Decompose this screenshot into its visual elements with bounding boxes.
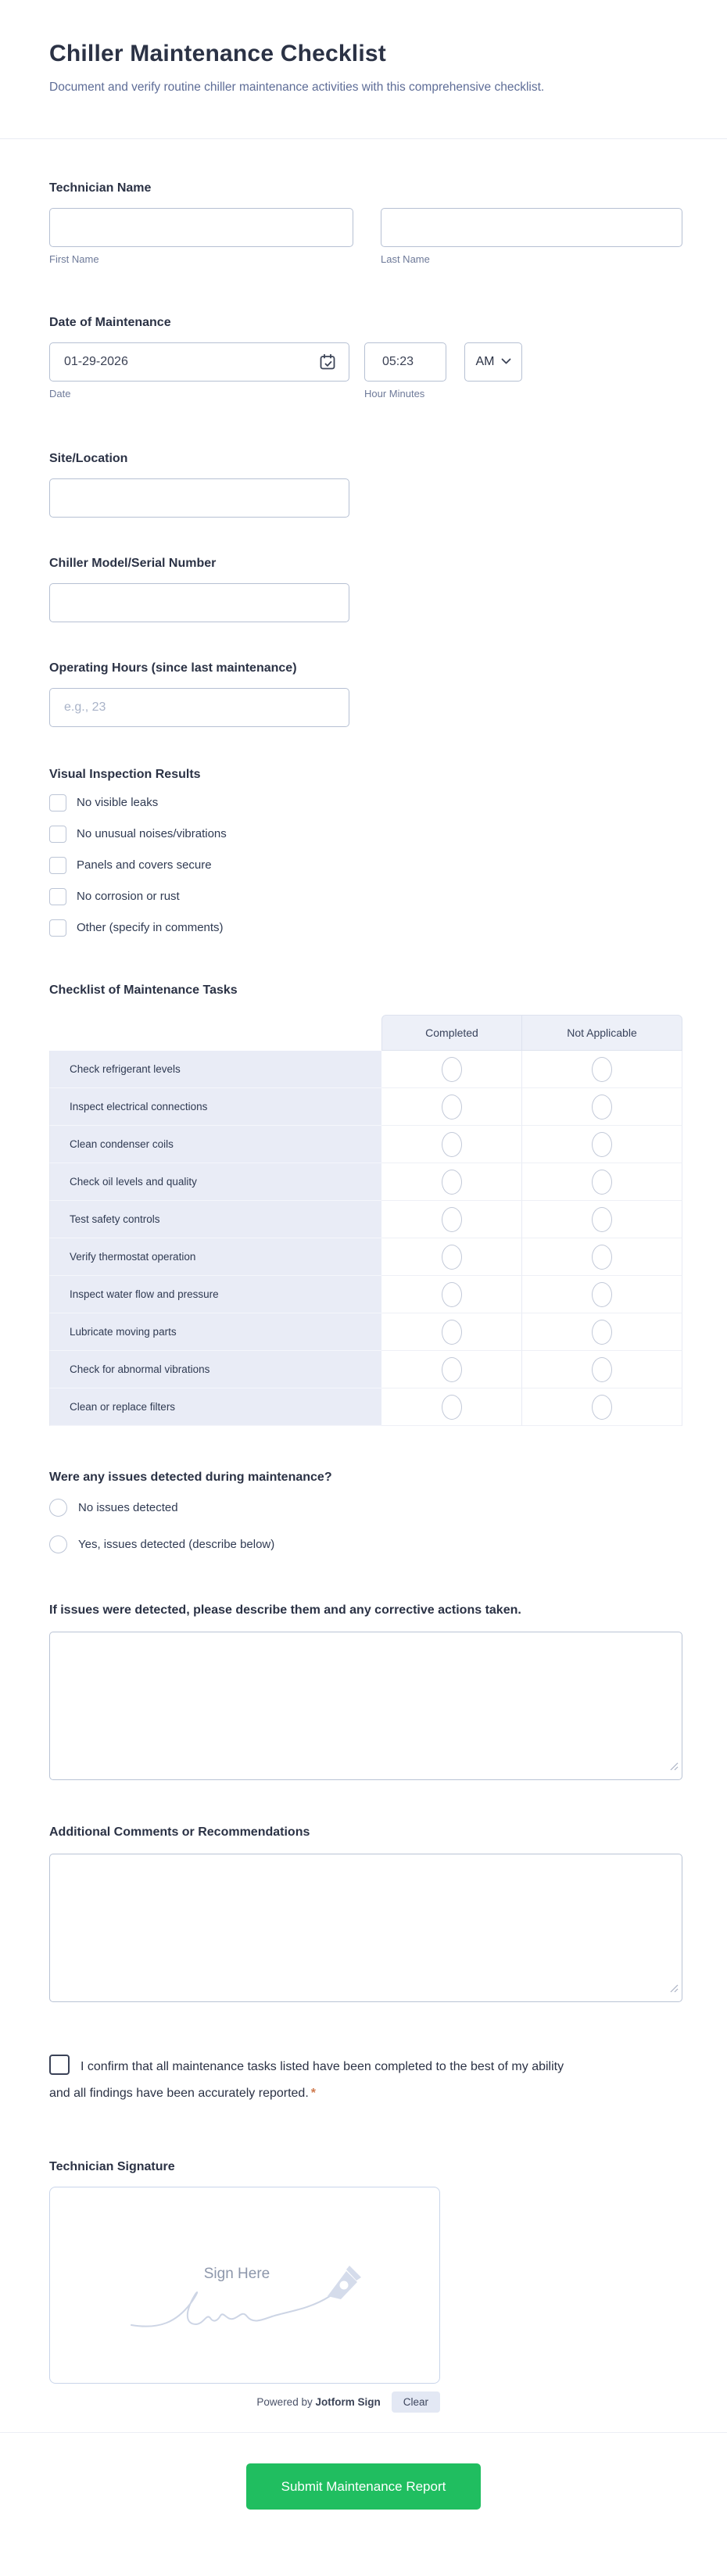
time-input[interactable] (364, 342, 446, 382)
checkbox-option (49, 888, 682, 905)
date-row (49, 342, 682, 382)
cell-not-applicable (522, 1351, 682, 1388)
radio-not-applicable[interactable] (592, 1357, 612, 1382)
issues-description-field (49, 1632, 682, 1780)
question-issues-detected (49, 1469, 682, 1553)
chiller-model-input[interactable] (49, 583, 349, 622)
checkbox-label: Panels and covers secure (77, 858, 212, 872)
checkbox-option (49, 919, 682, 937)
checklist-label: Checklist of Maintenance Tasks (49, 983, 238, 997)
submit-button[interactable]: Submit Maintenance Report (246, 2463, 481, 2510)
ampm-select[interactable] (464, 342, 522, 382)
task-row-label: Inspect water flow and pressure (49, 1276, 381, 1313)
chevron-down-icon (501, 355, 511, 369)
checkbox[interactable] (49, 888, 66, 905)
radio-label: No issues detected (78, 1500, 178, 1514)
operating-hours-input[interactable] (49, 688, 349, 727)
cell-not-applicable (522, 1126, 682, 1163)
cell-completed (381, 1126, 522, 1163)
signature-pad[interactable] (49, 2187, 440, 2384)
last-name-input[interactable] (381, 208, 682, 247)
chiller-model-field (49, 583, 349, 622)
maintenance-task-table (49, 1015, 682, 1426)
cell-not-applicable (522, 1313, 682, 1351)
checkbox[interactable] (49, 857, 66, 874)
form-header (0, 0, 727, 139)
radio-completed[interactable] (442, 1282, 462, 1307)
issues-label: Were any issues detected during maintenance? (49, 1471, 332, 1484)
checkbox-option (49, 857, 682, 874)
clear-signature-button[interactable]: Clear (392, 2391, 440, 2413)
column-header-completed: Completed (381, 1015, 522, 1051)
submit-area (0, 2433, 727, 2550)
cell-completed (381, 1313, 522, 1351)
last-name-sublabel: Last Name (381, 253, 430, 265)
time-sublabel: Hour Minutes (364, 388, 425, 399)
powered-by-text (256, 2396, 380, 2408)
radio-option (49, 1535, 682, 1553)
checkbox[interactable] (49, 794, 66, 811)
cell-not-applicable (522, 1163, 682, 1201)
radio-not-applicable[interactable] (592, 1170, 612, 1195)
required-asterisk: * (310, 2087, 317, 2100)
radio-completed[interactable] (442, 1320, 462, 1345)
task-row-label: Clean condenser coils (49, 1126, 381, 1163)
resize-grip-icon[interactable] (670, 1983, 679, 1997)
confirmation-label: I confirm that all maintenance tasks listed have been completed to the best of my ability and all findings have been accurately reported. (49, 2060, 564, 2100)
radio-not-applicable[interactable] (592, 1057, 612, 1082)
checkbox-label: No corrosion or rust (77, 890, 180, 903)
column-header-not-applicable: Not Applicable (522, 1015, 682, 1051)
radio-completed[interactable] (442, 1057, 462, 1082)
radio-option (49, 1499, 682, 1517)
cell-not-applicable (522, 1276, 682, 1313)
cell-completed (381, 1276, 522, 1313)
visual-inspection-label: Visual Inspection Results (49, 768, 201, 781)
cell-completed (381, 1388, 522, 1426)
question-checklist-table (49, 982, 682, 1426)
name-row (49, 208, 682, 266)
date-sublabels (49, 382, 682, 400)
radio-not-applicable[interactable] (592, 1245, 612, 1270)
task-row-label: Lubricate moving parts (49, 1313, 381, 1351)
cell-not-applicable (522, 1051, 682, 1088)
cell-completed (381, 1238, 522, 1276)
question-confirmation (49, 2054, 565, 2107)
issues-description-label: If issues were detected, please describe them and any corrective actions taken. (49, 1603, 521, 1617)
task-row-label: Verify thermostat operation (49, 1238, 381, 1276)
date-sublabel: Date (49, 388, 71, 399)
powered-by-brand: Jotform Sign (315, 2396, 381, 2408)
first-name-sublabel: First Name (49, 253, 99, 265)
form-subtitle: Document and verify routine chiller maintenance activities with this comprehensive checklist. (49, 81, 545, 94)
task-row-label: Check oil levels and quality (49, 1163, 381, 1201)
operating-hours-field (49, 688, 349, 727)
cell-completed (381, 1201, 522, 1238)
task-row-label: Inspect electrical connections (49, 1088, 381, 1126)
radio-not-applicable[interactable] (592, 1207, 612, 1232)
signature-squiggle (128, 2288, 333, 2337)
radio-completed[interactable] (442, 1357, 462, 1382)
first-name-input[interactable] (49, 208, 353, 247)
radio-completed[interactable] (442, 1095, 462, 1120)
radio-not-applicable[interactable] (592, 1132, 612, 1157)
task-row-label: Check refrigerant levels (49, 1051, 381, 1088)
site-location-field (49, 478, 349, 518)
question-operating-hours (49, 660, 682, 727)
chiller-model-label: Chiller Model/Serial Number (49, 557, 217, 570)
sign-here-placeholder: Sign Here (203, 2266, 270, 2282)
date-field (49, 342, 349, 382)
task-row-label: Check for abnormal vibrations (49, 1351, 381, 1388)
additional-comments-field (49, 1854, 682, 2002)
site-location-input[interactable] (49, 478, 349, 518)
calendar-check-icon[interactable] (318, 353, 337, 375)
site-location-label: Site/Location (49, 452, 128, 465)
date-label: Date of Maintenance (49, 316, 171, 329)
cell-completed (381, 1051, 522, 1088)
last-name-field (381, 208, 682, 266)
radio-completed[interactable] (442, 1395, 462, 1420)
checkbox-label: Other (specify in comments) (77, 921, 224, 934)
cell-not-applicable (522, 1088, 682, 1126)
question-issues-description (49, 1602, 682, 1780)
question-date-of-maintenance (49, 314, 682, 400)
question-signature (49, 2159, 682, 2413)
form-body (0, 180, 727, 2413)
first-name-field (49, 208, 353, 266)
confirmation-checkbox[interactable] (49, 2055, 70, 2075)
question-visual-inspection (49, 766, 682, 937)
radio-not-applicable[interactable] (592, 1320, 612, 1345)
radio-completed[interactable] (442, 1170, 462, 1195)
question-site-location (49, 450, 682, 518)
radio-not-applicable[interactable] (592, 1282, 612, 1307)
radio-completed[interactable] (442, 1132, 462, 1157)
question-additional-comments (49, 1824, 682, 2002)
additional-comments-textarea[interactable] (49, 1854, 682, 2002)
cell-not-applicable (522, 1201, 682, 1238)
radio-completed[interactable] (442, 1245, 462, 1270)
cell-completed (381, 1163, 522, 1201)
radio-not-applicable[interactable] (592, 1095, 612, 1120)
checkbox-option (49, 794, 682, 811)
pen-nib-icon (320, 2259, 365, 2309)
radio-not-applicable[interactable] (592, 1395, 612, 1420)
cell-completed (381, 1351, 522, 1388)
cell-completed (381, 1088, 522, 1126)
radio-completed[interactable] (442, 1207, 462, 1232)
operating-hours-label: Operating Hours (since last maintenance) (49, 661, 297, 675)
checkbox[interactable] (49, 826, 66, 843)
form-title: Chiller Maintenance Checklist (49, 41, 386, 66)
visual-inspection-options (49, 794, 682, 937)
cell-not-applicable (522, 1388, 682, 1426)
powered-by-prefix: Powered by (256, 2396, 313, 2408)
date-input[interactable] (49, 342, 349, 382)
issues-options (49, 1499, 682, 1553)
technician-name-label: Technician Name (49, 181, 152, 195)
ampm-value: AM (475, 355, 495, 368)
radio-label: Yes, issues detected (describe below) (78, 1537, 275, 1551)
question-technician-name (49, 180, 682, 266)
table-corner (49, 1015, 381, 1051)
checkbox[interactable] (49, 919, 66, 937)
cell-not-applicable (522, 1238, 682, 1276)
radio[interactable] (49, 1535, 67, 1553)
additional-comments-label: Additional Comments or Recommendations (49, 1825, 310, 1839)
time-field (364, 342, 446, 382)
checkbox-label: No visible leaks (77, 796, 159, 809)
radio[interactable] (49, 1499, 67, 1517)
resize-grip-icon[interactable] (670, 1761, 679, 1775)
question-chiller-model (49, 555, 682, 622)
issues-description-textarea[interactable] (49, 1632, 682, 1780)
task-row-label: Clean or replace filters (49, 1388, 381, 1426)
signature-footer (49, 2391, 440, 2413)
task-row-label: Test safety controls (49, 1201, 381, 1238)
signature-label: Technician Signature (49, 2160, 175, 2173)
checkbox-label: No unusual noises/vibrations (77, 827, 227, 840)
checkbox-option (49, 826, 682, 843)
